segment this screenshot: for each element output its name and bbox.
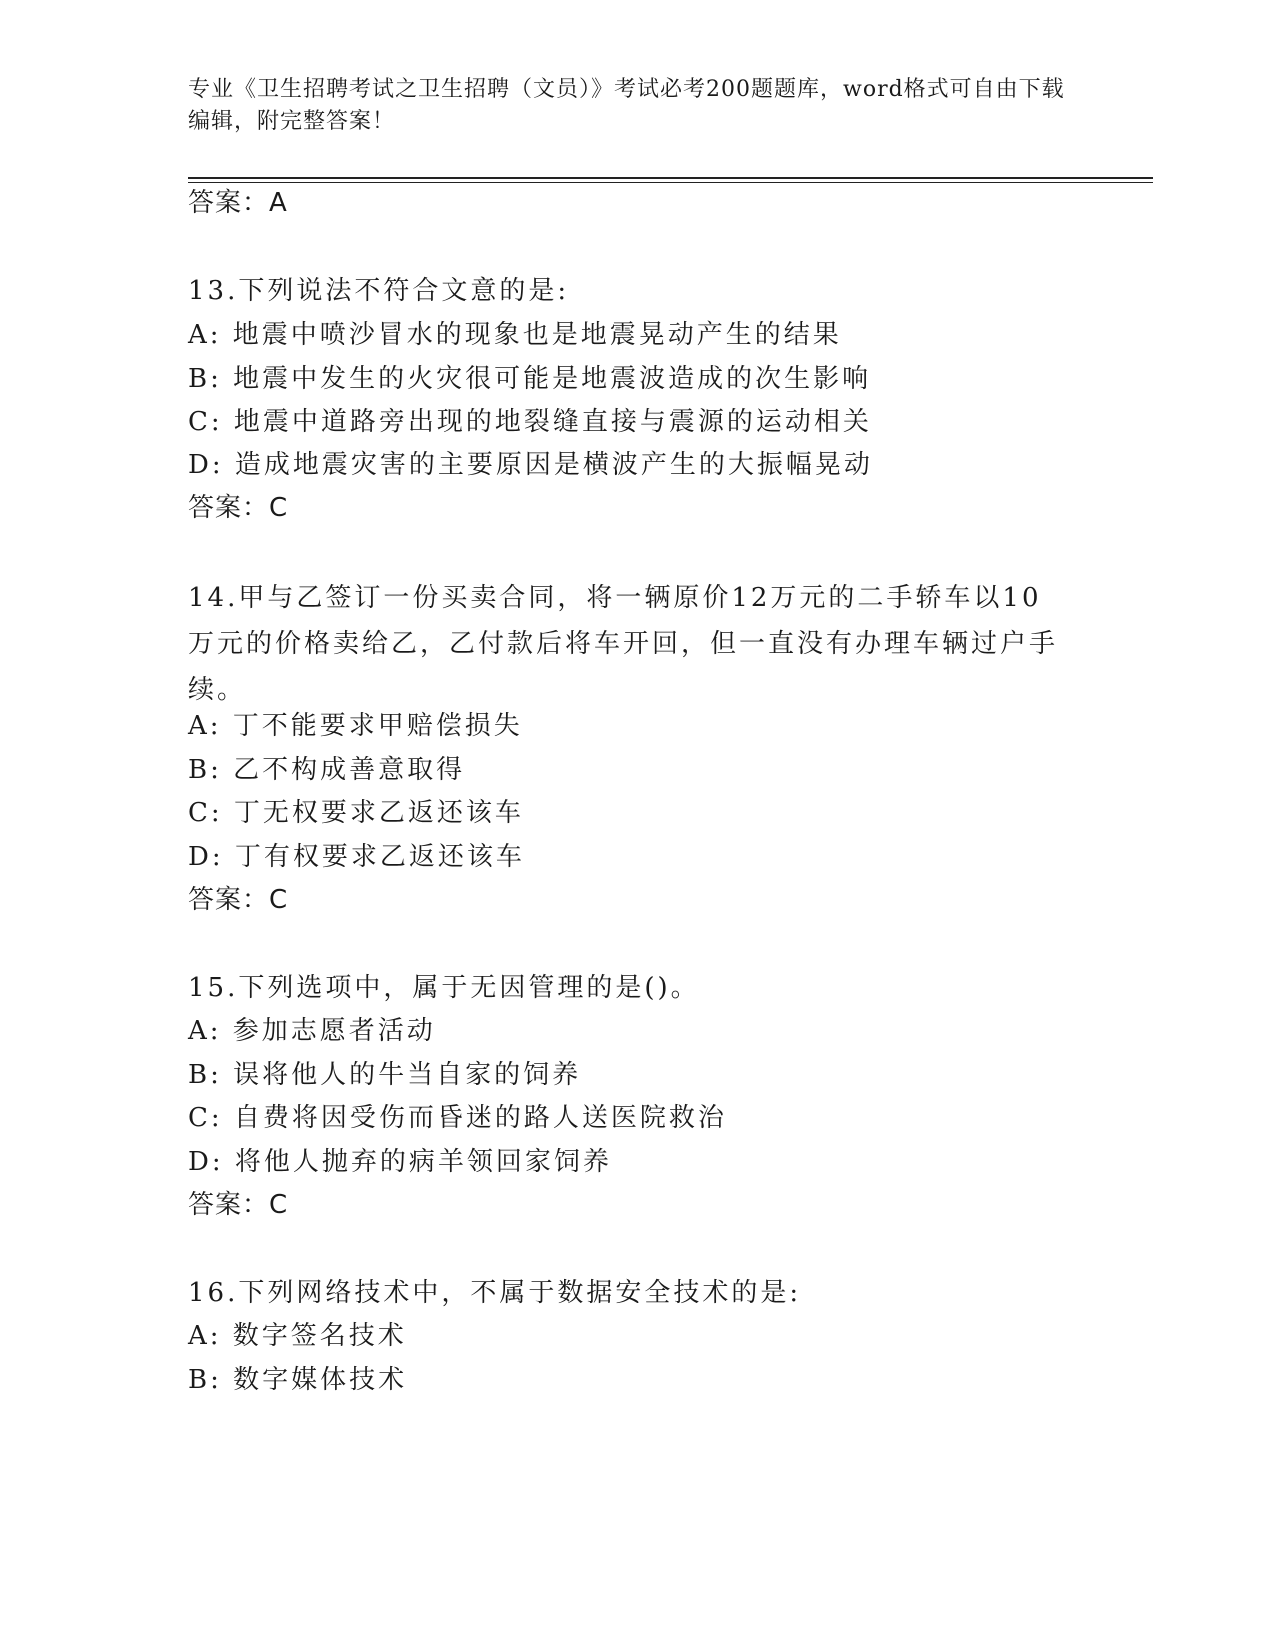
document-header: 专业《卫生招聘考试之卫生招聘（文员）》考试必考200题题库，word格式可自由下载编辑，附完整答案！	[188, 77, 1065, 134]
question-13-answer: 答案：C	[188, 493, 289, 523]
header-divider-thick	[188, 177, 1153, 179]
question-14-option-d: D: 丁有权要求乙返还该车	[188, 842, 525, 872]
question-16-option-b: B: 数字媒体技术	[188, 1365, 408, 1395]
question-13-stem: 13.下列说法不符合文意的是:	[188, 276, 570, 306]
question-15-option-d: D: 将他人抛弃的病羊领回家饲养	[188, 1147, 612, 1177]
question-15-stem: 15.下列选项中，属于无因管理的是()。	[188, 973, 700, 1003]
question-14-option-b: B: 乙不构成善意取得	[188, 755, 466, 785]
question-13-option-b: B: 地震中发生的火灾很可能是地震波造成的次生影响	[188, 364, 872, 394]
question-14-option-c: C: 丁无权要求乙返还该车	[188, 798, 524, 828]
question-14-stem: 14.甲与乙签订一份买卖合同，将一辆原价12万元的二手轿车以10万元的价格卖给乙，乙付款后将车开回，但一直没有办理车辆过户手续。	[188, 583, 1059, 705]
question-15-option-b: B: 误将他人的牛当自家的饲养	[188, 1060, 582, 1090]
question-14-answer: 答案：C	[188, 885, 289, 915]
question-13-option-c: C: 地震中道路旁出现的地裂缝直接与震源的运动相关	[188, 407, 872, 437]
question-13-option-a: A: 地震中喷沙冒水的现象也是地震晃动产生的结果	[188, 320, 842, 350]
question-13-option-d: D: 造成地震灾害的主要原因是横波产生的大振幅晃动	[188, 450, 873, 480]
answer-prev: 答案：A	[188, 188, 288, 218]
header-divider-thin	[188, 182, 1153, 183]
question-15-answer: 答案：C	[188, 1190, 289, 1220]
question-15-option-a: A: 参加志愿者活动	[188, 1016, 436, 1046]
question-16-option-a: A: 数字签名技术	[188, 1321, 407, 1351]
question-16-stem: 16.下列网络技术中，不属于数据安全技术的是:	[188, 1278, 802, 1308]
question-14-option-a: A: 丁不能要求甲赔偿损失	[188, 711, 523, 741]
question-15-option-c: C: 自费将因受伤而昏迷的路人送医院救治	[188, 1103, 727, 1133]
